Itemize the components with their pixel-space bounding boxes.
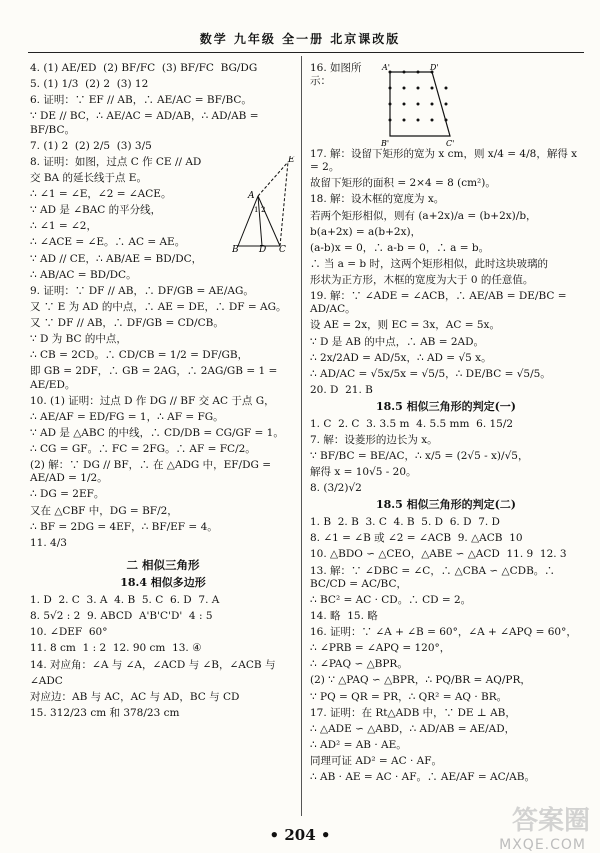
answer-item: 8. 证明：如图，过点 C 作 CE // AD xyxy=(30,155,202,168)
answer-item: ∴ BC² = AC · CD。∴ CD = 2。 xyxy=(310,593,472,606)
answer-item: 6. 证明：∵ EF // AB，∴ AE/AC = BF/BC。 xyxy=(30,94,252,107)
subsection-title: 18.5 相似三角形的判定(二) xyxy=(375,498,517,512)
fig8-label-D: D xyxy=(259,244,267,252)
answer-item: 10. △BDO ∽ △CEO，△ABE ∽ △ACD 11. 9 12. 3 xyxy=(310,548,567,561)
answer-item: 18. 解：设木框的宽度为 x。 xyxy=(310,193,445,206)
dot-grid-figure xyxy=(380,62,460,148)
answer-item: 10. (1) 证明：过点 D 作 DG // BF 交 AC 于点 G， xyxy=(30,394,275,407)
answer-item: (2) 解：∵ DG // BF，∴ 在 △ADG 中，EF/DG = AE/AD = 1/2。 xyxy=(30,459,275,485)
answer-item: 故留下矩形的面积 = 2×4 = 8 (cm²)。 xyxy=(310,177,496,190)
fig8-label-C: C xyxy=(279,244,286,252)
answer-item: 20. D 21. B xyxy=(310,383,373,396)
answer-item: ∴ 当 a = b 时，这两个矩形相似，此时这块玻璃的 xyxy=(310,257,548,270)
answer-item: ∠ADC xyxy=(30,674,63,687)
answer-item: ∴ 2x/2AD = AD/5x，∴ AD = √5 x。 xyxy=(310,351,492,364)
answer-item: 14. 对应角：∠A 与 ∠A，∠ACD 与 ∠B，∠ACB 与 xyxy=(30,658,276,671)
subsection-title: 18.5 相似三角形的判定(一) xyxy=(375,400,517,413)
answer-item: ∴ CB = 2CD。∴ CD/CB = 1/2 = DF/GB， xyxy=(30,349,249,362)
answer-item: 形状为正方形，木框的宽度为大于 0 的任意值。 xyxy=(310,274,534,286)
answer-item: 又 ∵ E 为 AD 的中点，∴ AE = DE，∴ DF = AG。 xyxy=(30,300,287,313)
answer-item: ∴ ∠PAQ ∽ △BPR。 xyxy=(310,658,408,671)
answer-item: 又 ∵ DF // AB，∴ DF/GB = CD/CB。 xyxy=(30,317,224,329)
answer-item: ∴ ∠1 = ∠2， xyxy=(30,220,97,233)
subsection-title: 18.4 相似多边形 xyxy=(120,576,206,590)
answer-item: ∴ BF = 2DG = 4EF，∴ BF/EF = 4。 xyxy=(30,520,218,533)
column-divider xyxy=(301,56,302,816)
answer-item: 11. 8 cm 1 : 2 12. 90 cm 13. ④ xyxy=(30,642,202,655)
answer-item: ∵ D 是 AB 的中点，∴ AB = 2AD。 xyxy=(310,335,485,348)
triangle-figure xyxy=(232,156,296,252)
fig8-label-E: E xyxy=(288,155,295,165)
answer-item: ∵ AD // CE，∴ AB/AE = BD/DC， xyxy=(30,252,203,265)
answer-item: 即 GB = 2DF，∴ GB = 2AG，∴ 2AG/GB = 1 = AE/ED。 xyxy=(30,365,281,391)
answer-item: ∴ ∠1 = ∠E，∠2 = ∠ACE。 xyxy=(30,188,172,200)
answer-item: 14. 略 15. 略 xyxy=(310,609,378,622)
answer-item: ∴ CG = GF。∴ FC = 2FG。∴ AF = FC/2。 xyxy=(30,443,256,455)
answer-item: 8. (3/2)√2 xyxy=(310,482,362,495)
header-rule xyxy=(28,52,584,53)
answer-item: ∵ BF/BC = BE/AC，∴ x/5 = (2√5 - x)/√5， xyxy=(310,450,529,462)
answer-item: ∴ AD/AC = √5x/5x = √5/5，∴ DE/BC = √5/5。 xyxy=(310,367,551,380)
answer-item: 19. 解：∵ ∠ADE = ∠ACB，∴ AE/AB = DE/BC = AD/AC。 xyxy=(310,290,570,316)
right-column xyxy=(310,62,582,787)
answer-item: ∴ AB/AC = BD/DC。 xyxy=(30,268,137,281)
answer-item: 5. (1) 1/3 (2) 2 (3) 12 xyxy=(30,78,149,91)
answer-item: 17. 证明：在 Rt△ADB 中，∵ DE ⊥ AB， xyxy=(310,706,516,719)
fig8-label-B: B xyxy=(232,244,239,252)
answer-item: 11. 4/3 xyxy=(30,536,67,549)
answer-item: b(a+2x) = a(b+2x)， xyxy=(310,225,422,238)
fig8-label-A: A xyxy=(248,190,255,201)
answer-item: 16. 如图所示： xyxy=(310,62,362,88)
answer-item: ∴ ∠ACE = ∠E。∴ AC = AE。 xyxy=(30,236,186,249)
fig8-label-1: 1 xyxy=(254,205,259,214)
answer-item: 对应边：AB 与 AC，AC 与 AD，BC 与 CD xyxy=(30,690,240,703)
answer-item: 15. 312/23 cm 和 378/23 cm xyxy=(30,706,180,719)
answer-item: ∵ D 为 BC 的中点， xyxy=(30,333,127,346)
answer-item: 8. 5√2 : 2 9. ABCD A'B'C'D' 4 : 5 xyxy=(30,610,213,623)
page-number: • 204 • xyxy=(269,826,331,844)
answer-item: ∵ PQ = QR = PR，∴ QR² = AQ · BR。 xyxy=(310,690,508,703)
watermark-logo: 答案圈 xyxy=(511,806,590,836)
answer-item: 7. 解：设菱形的边长为 x。 xyxy=(310,433,438,446)
answer-item: ∴ AB · AE = AC · AF。∴ AE/AF = AC/AB。 xyxy=(310,771,535,784)
answer-item: 解得 x = 10√5 - 20。 xyxy=(310,466,417,479)
answer-item: ∴ AD² = AB · AE。 xyxy=(310,738,407,751)
section-title: 二 相似三角形 xyxy=(126,557,200,572)
answer-item: 4. (1) AE/ED (2) BF/FC (3) BF/FC BG/DG xyxy=(30,62,258,74)
answer-item: 1. C 2. C 3. 3.5 m 4. 5.5 mm 6. 15/2 xyxy=(310,417,514,430)
fig16-label-A: A' xyxy=(382,63,390,72)
answer-item: 17. 解：设留下矩形的宽为 x cm，则 x/4 = 4/8，解得 x = 2。 xyxy=(310,148,581,174)
answer-item: 7. (1) 2 (2) 2/5 (3) 3/5 xyxy=(30,139,152,152)
answer-item: ∴ DG = 2EF。 xyxy=(30,488,105,501)
answer-item: 16. 证明：∵ ∠A + ∠B = 60°，∠A + ∠APQ = 60°， xyxy=(310,626,577,638)
fig8-label-2: 2 xyxy=(261,205,266,214)
answer-item: ∵ AD 是 ∠BAC 的平分线， xyxy=(30,204,162,217)
answer-item: ∴ ∠PRB = ∠APQ = 120°， xyxy=(310,642,451,655)
answer-item: 交 BA 的延长线于点 E。 xyxy=(30,171,147,184)
answer-item: ∵ AD 是 △ABC 的中线，∴ CD/DB = CG/GF = 1。 xyxy=(30,426,284,439)
answer-item: 设 AE = 2x，则 EC = 3x，AC = 5x。 xyxy=(310,319,500,332)
answer-item: 9. 证明：∵ DF // AB，∴ DF/GB = AE/AG。 xyxy=(30,284,254,297)
fig16-label-B: B' xyxy=(381,139,390,148)
left-column xyxy=(30,62,296,723)
fig16-label-C: C' xyxy=(446,139,455,148)
answer-item: 1. D 2. C 3. A 4. B 5. C 6. D 7. A xyxy=(30,594,220,606)
answer-item: (a-b)x = 0，∴ a-b = 0，∴ a = b。 xyxy=(310,241,490,254)
answer-item: ∴ △ADE ∽ △ABD，∴ AD/AB = AE/AD， xyxy=(310,722,516,735)
fig16-label-D: D' xyxy=(430,63,439,72)
answer-item: 8. ∠1 = ∠B 或 ∠2 = ∠ACB 9. △ACB 10 xyxy=(310,532,523,545)
answer-item: 若两个矩形相似，则有 (a+2x)/a = (b+2x)/b， xyxy=(310,209,537,222)
watermark-url: MXQE.COM xyxy=(499,837,586,853)
answer-item: (2) ∵ △PAQ ∽ △BPR，∴ PQ/BR = AQ/PR， xyxy=(310,674,531,687)
answer-item: ∵ DE // BC，∴ AE/AC = AD/AB，∴ AD/AB = BF/BC。 xyxy=(30,110,262,136)
answer-item: 又在 △CBF 中，DG = BF/2， xyxy=(30,504,178,517)
answer-item: 同理可证 AD² = AC · AF。 xyxy=(310,755,443,767)
answer-item: 1. B 2. B 3. C 4. B 5. D 6. D 7. D xyxy=(310,516,500,529)
answer-item: 10. ∠DEF 60° xyxy=(30,626,108,639)
answer-item: ∴ AE/AF = ED/FG = 1，∴ AF = FG。 xyxy=(30,410,224,423)
page-header: 数学 九年级 全一册 北京课改版 xyxy=(199,32,401,46)
answer-item: 13. 解：∵ ∠DBC = ∠C，∴ △CBA ∽ △CDB。∴ BC/CD = AC/BC， xyxy=(310,564,559,590)
